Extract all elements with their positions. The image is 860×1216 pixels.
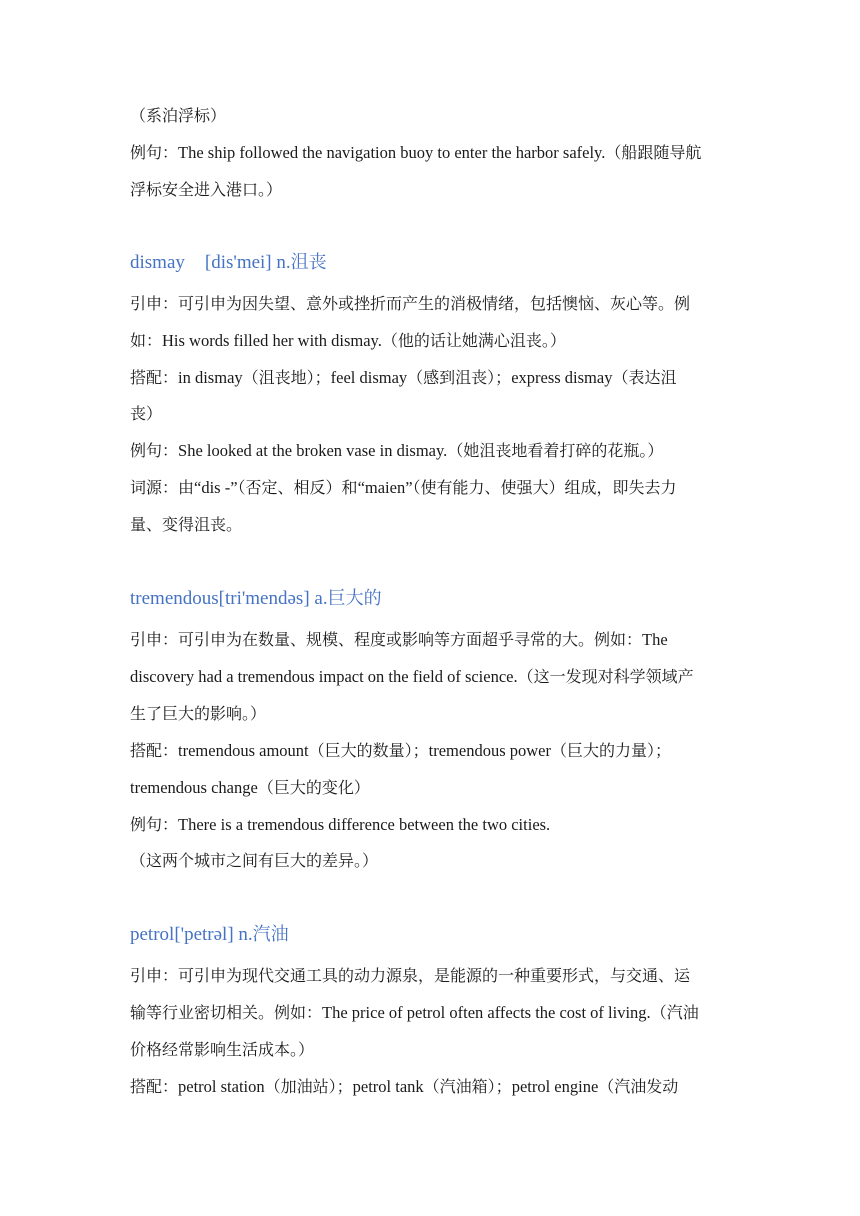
example-chinese: （她沮丧地看着打碎的花瓶。） <box>447 441 664 460</box>
collocation-chinese: （汽油箱）； <box>423 1077 512 1096</box>
collocation-chinese: （表达沮 <box>612 368 677 387</box>
etymology-label: 词源：由 <box>130 478 195 497</box>
collocation-english: petrol tank <box>352 1077 424 1096</box>
entry-heading-petrol <box>130 923 289 947</box>
tremendous-collocation-line-1 <box>130 740 740 762</box>
tremendous-extension-line-3 <box>130 703 740 725</box>
headword: petrol['petrəl] n. <box>130 924 253 945</box>
collocation-chinese: （巨大的力量）； <box>550 741 671 760</box>
tremendous-extension-line-2 <box>130 666 740 688</box>
dismay-etymology-line-1 <box>130 477 740 499</box>
etymology-text: 量、变得沮丧。 <box>130 515 243 534</box>
dismay-etymology-line-2 <box>130 514 740 536</box>
buoy-example-line-2 <box>130 179 740 201</box>
collocation-english: tremendous amount <box>178 741 309 760</box>
collocation-english: in dismay <box>178 368 243 387</box>
extension-example-english: His words filled her with dismay. <box>162 331 382 350</box>
headword: tremendous[tri'mendəs] a. <box>130 588 328 609</box>
collocation-chinese: （巨大的数量）； <box>308 741 429 760</box>
example-label: 例句： <box>130 441 179 460</box>
dismay-collocation-line-1 <box>130 367 740 389</box>
dismay-example <box>130 440 740 462</box>
headword: dismay <box>130 252 185 273</box>
dismay-extension-line-1 <box>130 293 740 315</box>
collocation-chinese: （加油站）； <box>264 1077 353 1096</box>
collocation-english: petrol engine <box>511 1077 599 1096</box>
collocation-english: feel dismay <box>330 368 408 387</box>
example-label: 例句： <box>130 815 179 834</box>
etymology-text: （否定、相反）和 <box>237 478 358 497</box>
extension-example-english: The <box>642 630 668 649</box>
example-chinese: （这两个城市之间有巨大的差异。） <box>130 851 379 870</box>
collocation-chinese: （巨大的变化） <box>257 778 370 797</box>
tremendous-example-line-2 <box>130 850 740 872</box>
entry-heading-tremendous <box>130 587 382 611</box>
example-label: 例句： <box>130 143 179 162</box>
collocation-chinese-cont: 丧） <box>130 404 163 423</box>
mooring-buoy-gloss <box>130 105 740 127</box>
petrol-collocation-line-1 <box>130 1076 740 1098</box>
collocation-english: tremendous change <box>130 778 258 797</box>
example-chinese: （船跟随导航 <box>605 143 702 162</box>
example-english: The ship followed the navigation buoy to enter the harbor safely. <box>178 143 606 162</box>
entry-heading-dismay <box>130 251 327 275</box>
extension-example-chinese: （这一发现对科学领域产 <box>517 667 694 686</box>
example-chinese-cont: 浮标安全进入港口。） <box>130 180 283 199</box>
extension-text: 输等行业密切相关。例如： <box>130 1003 323 1022</box>
tremendous-example-line-1 <box>130 814 740 836</box>
collocation-chinese: （感到沮丧）； <box>407 368 512 387</box>
extension-text: 引申：可引申为因失望、意外或挫折而产生的消极情绪，包括懊恼、灰心等。例 <box>130 294 691 313</box>
gloss-text: （系泊浮标） <box>130 106 227 125</box>
collocation-english: express dismay <box>511 368 613 387</box>
etymology-text: （使有能力、使强大）组成，即失去力 <box>412 478 677 497</box>
phonetic: [dis'mei] n. <box>204 252 291 273</box>
etymology-morpheme: “dis -” <box>194 478 238 497</box>
petrol-extension-line-1 <box>130 965 740 987</box>
extension-text: 如： <box>130 331 163 350</box>
extension-example-chinese-cont: 生了巨大的影响。） <box>130 704 267 723</box>
example-english: She looked at the broken vase in dismay. <box>178 441 448 460</box>
extension-example-chinese-cont: 价格经常影响生活成本。） <box>130 1040 315 1059</box>
extension-example-chinese: （汽油 <box>650 1003 699 1022</box>
petrol-extension-line-3 <box>130 1039 740 1061</box>
collocation-chinese: （汽油发动 <box>598 1077 679 1096</box>
collocation-english: petrol station <box>178 1077 265 1096</box>
petrol-extension-line-2 <box>130 1002 740 1024</box>
dismay-extension-line-2 <box>130 330 740 352</box>
etymology-morpheme: “maien” <box>357 478 413 497</box>
collocation-label: 搭配： <box>130 368 179 387</box>
meaning: 汽油 <box>252 924 289 945</box>
extension-example-chinese: （他的话让她满心沮丧。） <box>381 331 566 350</box>
extension-example-english: The price of petrol often affects the cost of living. <box>322 1003 651 1022</box>
buoy-example-line-1 <box>130 142 740 164</box>
tremendous-collocation-line-2 <box>130 777 740 799</box>
collocation-label: 搭配： <box>130 1077 179 1096</box>
dismay-collocation-line-2 <box>130 403 740 425</box>
extension-text: 引申：可引申为在数量、规模、程度或影响等方面超乎寻常的大。例如： <box>130 630 643 649</box>
example-english: There is a tremendous difference between the two cities. <box>178 815 551 834</box>
extension-example-english: discovery had a tremendous impact on the field of science. <box>130 667 518 686</box>
collocation-label: 搭配： <box>130 741 179 760</box>
collocation-english: tremendous power <box>428 741 551 760</box>
tremendous-extension-line-1 <box>130 629 740 651</box>
meaning: 沮丧 <box>290 252 327 273</box>
extension-text: 引申：可引申为现代交通工具的动力源泉，是能源的一种重要形式，与交通、运 <box>130 966 691 985</box>
meaning: 巨大的 <box>327 588 382 609</box>
collocation-chinese: （沮丧地）； <box>242 368 331 387</box>
